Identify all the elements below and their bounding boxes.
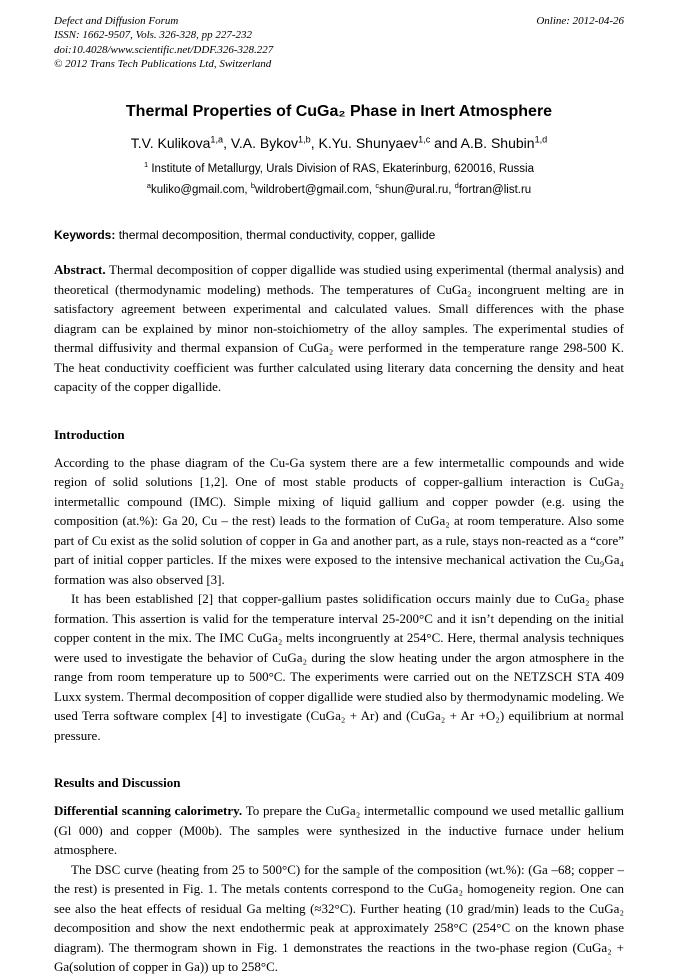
copyright-line: © 2012 Trans Tech Publications Ltd, Switzerland	[54, 57, 272, 70]
dsc-text: To prepare the CuGa₂ intermetallic compound we used metallic gallium (Gl 000) and copper (M00b). The samples were synthesized in the inductive furnace under helium atmosphere.	[54, 803, 624, 858]
doi-line: doi:10.4028/www.scientific.net/DDF.326-328.227	[54, 43, 274, 56]
abstract-text: Thermal decomposition of copper digallide was studied using experimental (thermal analysis) and theoretical (thermodynamic modeling) methods. The temperatures of CuGa₂ incongruent melting are in satisfactory agreement between experimental and calculated values. Small differences with the phase diagram can be explained by minor non-stoichiometry of the alloy samples. The experimental studies of thermal diffusivity and thermal expansion of CuGa₂ were performed in the temperature range 298-500 K. The heat conductivity coefficient was further calculated using literary data concerning the density and heat capacity of the copper digallide.	[54, 262, 624, 395]
introduction-paragraph-2: It has been established [2] that copper-gallium pastes solidification occurs mainly due to CuGa₂ phase formation. This assertion is valid for the temperature interval 25-200°C and it isn’t depending on the initial copper content in the mix. The IMC CuGa₂ melts incongruently at 254°C. Here, thermal analysis techniques were used to investigate the behavior of CuGa₂ during the slow heating under the argon atmosphere in the range from room temperature up to 500°C. The experiments were carried out on the NETZSCH STA 409 Luxx system. Thermal decomposition of copper digallide were studied also by thermodynamic modeling. We used Terra software complex [4] to investigate (CuGa₂ + Ar) and (CuGa₂ + Ar +O₂) equilibrium at normal pressure.	[54, 591, 624, 743]
introduction-paragraph-1: According to the phase diagram of the Cu-Ga system there are a few intermetallic compounds and wide region of solid solutions [1,2]. One of most stable products of copper-gallium interaction is CuGa₂ intermetallic compound (IMC). Simple mixing of liquid gallium and copper powder (e.g. using the composition (at.%): Ga 20, Cu – the rest) leads to the formation of CuGa₂ at room temperature. Also some part of Cu exist as the solid solution of copper in Ga and another part, as a rule, stays non-reacted as a “core” part of initial copper particles. If the mixes were exposed to the intensive mechanical activation the Cu₉Ga₄ formation was also observed [3].	[54, 454, 624, 587]
emails-line: $^a$kuliko@gmail.com, $^b$wildrobert@gmail.com, $^c$shun@ural.ru, $^d$fortran@list.ru	[146, 181, 532, 197]
keywords-text: thermal decomposition, thermal conductivity, copper, gallide	[115, 228, 436, 243]
page-header	[54, 14, 624, 71]
journal-title: Defect and Diffusion Forum	[54, 15, 179, 27]
online-date: Online: 2012-04-26	[536, 15, 624, 27]
paper-title: Thermal Properties of CuGa₂ Phase in Inert Atmosphere	[125, 103, 553, 121]
journal-info-block	[54, 14, 273, 71]
results-paragraph-1	[54, 801, 624, 860]
issn-line: ISSN: 1662-9507, Vols. 326-328, pp 227-232	[54, 29, 252, 42]
abstract-label: Abstract.	[54, 262, 106, 278]
keywords-line	[54, 228, 624, 242]
section-heading-results: Results and Discussion	[54, 775, 181, 791]
keywords-label: Keywords:	[54, 228, 116, 243]
dsc-lead-label: Differential scanning calorimetry.	[54, 803, 243, 819]
section-heading-introduction: Introduction	[54, 426, 125, 442]
results-paragraph-2: The DSC curve (heating from 25 to 500°C) for the sample of the composition (wt.%): (Ga –68; copper – the rest) is presented in Fig. 1. The metals contents correspond to the CuGa₂ homogeneity region. One can see also the heat effects of residual Ga melting (≈32°C). Further heating (10 grad/min) leads to the CuGa₂ decomposition and show the next endothermic peak at approximately 258°C (254°C on the known phase diagram). The thermogram shown in Fig. 1 demonstrates the reactions in the two-phase region (CuGa₂ + Ga(solution of copper in Ga)) up to 258°C.	[54, 861, 624, 975]
authors-line: T.V. Kulikova$^{1,a}$, V.A. Bykov$^{1,b}$, K.Yu. Shunyaev$^{1,c}$ and A.B. Shubin$^{1,d}$	[130, 134, 548, 152]
affiliation-line: $^1$ Institute of Metallurgy, Urals Division of RAS, Ekaterinburg, 620016, Russia	[143, 160, 534, 176]
abstract-paragraph	[54, 260, 624, 397]
